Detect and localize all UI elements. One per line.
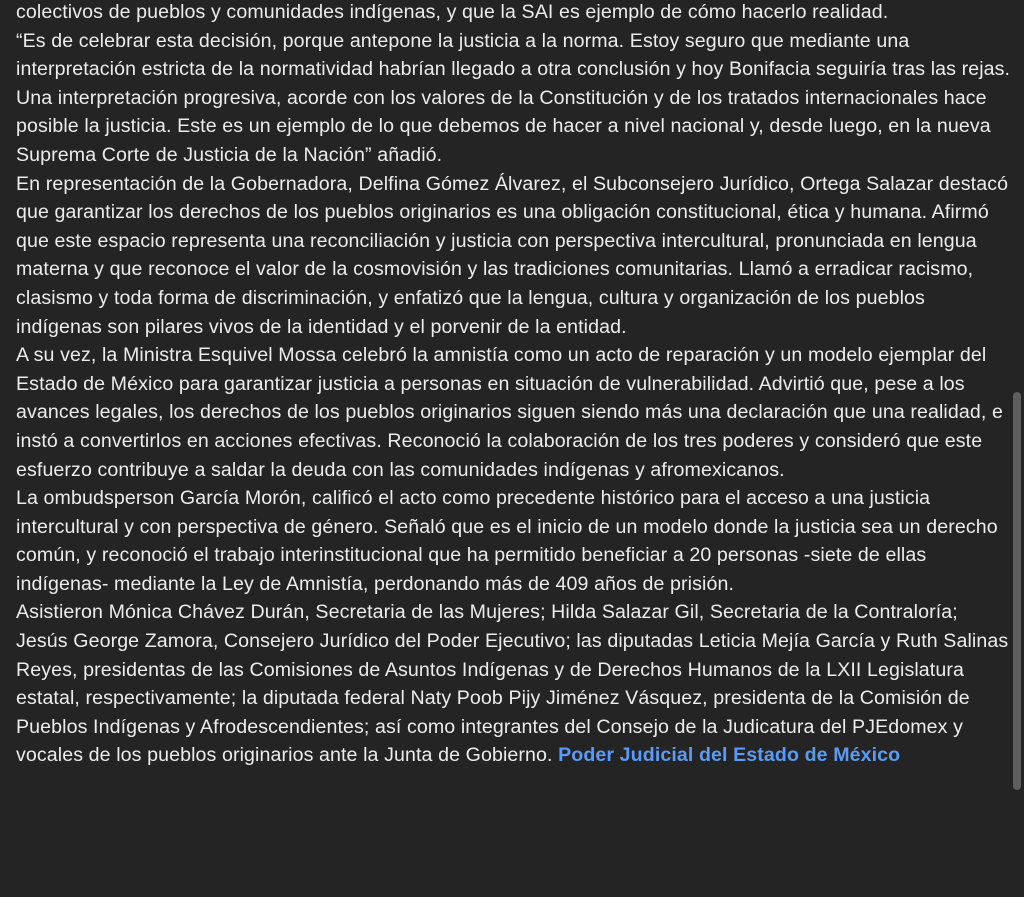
paragraph-6 [16,598,1012,770]
paragraph-6-text: Asistieron Mónica Chávez Durán, Secretaria de las Mujeres; Hilda Salazar Gil, Secretaria de la Contraloría; Jesús George Zamora, Consejero Jurídico del Poder Ejecutivo; las diputadas Leticia Mejía García y Ruth Salinas Reyes, presidentas de las Comisiones de Asuntos Indígenas y de Derechos Humanos de la LXII Legislatura estatal, respectivamente; la diputada federal Naty Poob Pijy Jiménez Vásquez, presidenta de la Comisión de Pueblos Indígenas y Afrodescendientes; así como integrantes del Consejo de la Judicatura del PJEdomex y vocales de los pueblos originarios ante la Junta de Gobierno. [16,601,1009,767]
scrollbar-thumb[interactable] [1013,392,1021,790]
vertical-scrollbar[interactable] [1010,0,1024,897]
paragraph-3: En representación de la Gobernadora, Delfina Gómez Álvarez, el Subconsejero Jurídico, Ortega Salazar destacó que garantizar los derechos de los pueblos originarios es una obligación constitucional, ética y humana. Afirmó que este espacio representa una reconciliación y justicia con perspectiva intercultural, pronunciada en lengua materna y que reconoce el valor de la cosmovisión y las tradiciones comunitarias. Llamó a erradicar racismo, clasismo y toda forma de discriminación, y enfatizó que la lengua, cultura y organización de los pueblos indígenas son pilares vivos de la identidad y el porvenir de la entidad. [16,172,1009,338]
paragraph-1: colectivos de pueblos y comunidades indígenas, y que la SAI es ejemplo de cómo hacerlo realidad. [16,1,889,23]
source-link[interactable]: Poder Judicial del Estado de México [558,744,901,767]
paragraph-2: “Es de celebrar esta decisión, porque antepone la justicia a la norma. Estoy seguro que mediante una interpretación estricta de la normatividad habrían llegado a otra conclusión y hoy Bonifacia seguiría tras las rejas. Una interpretación progresiva, acorde con los valores de la Constitución y de los tratados internacionales hace posible la justicia. Este es un ejemplo de lo que debemos de hacer a nivel nacional y, desde luego, en la nueva Suprema Corte de Justicia de la Nación” añadió. [16,29,1011,166]
article-body [16,0,1012,770]
paragraph-5: La ombudsperson García Morón, calificó el acto como precedente histórico para el acceso a una justicia intercultural y con perspectiva de género. Señaló que es el inicio de un modelo donde la justicia sea un derecho común, y reconoció el trabajo interinstitucional que ha permitido beneficiar a 20 personas -siete de ellas indígenas- mediante la Ley de Amnistía, perdonando más de 409 años de prisión. [16,487,998,595]
paragraph-4: A su vez, la Ministra Esquivel Mossa celebró la amnistía como un acto de reparación y un modelo ejemplar del Estado de México para garantizar justicia a personas en situación de vulnerabilidad. Advirtió que, pese a los avances legales, los derechos de los pueblos originarios siguen siendo más una declaración que una realidad, e instó a convertirlos en acciones efectivas. Reconoció la colaboración de los tres poderes y consideró que este esfuerzo contribuye a saldar la deuda con las comunidades indígenas y afromexicanos. [16,344,1003,481]
